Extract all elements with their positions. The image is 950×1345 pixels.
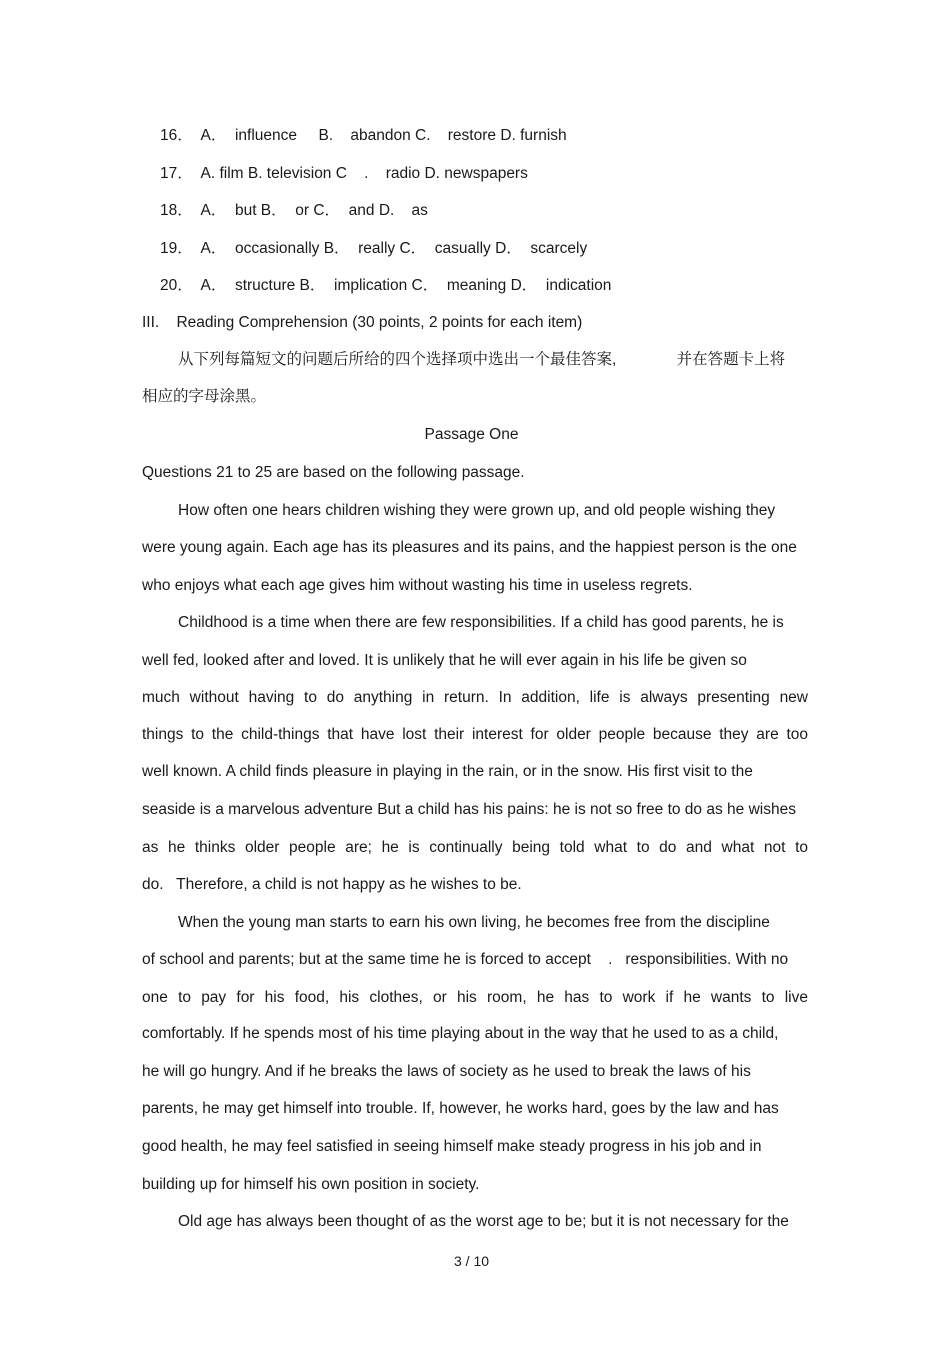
passage-line: things to the child-things that have lost their interest for older people because they are too bbox=[142, 726, 808, 743]
passage-line: he will go hungry. And if he breaks the laws of society as he used to break the laws of his bbox=[142, 1063, 751, 1080]
passage-line: much without having to do anything in return. In addition, life is always presenting new bbox=[142, 689, 808, 706]
instruction-line-2: 相应的字母涂黑。 bbox=[142, 388, 267, 405]
question-17-options: 17． A. film B. television C . radio D. newspapers bbox=[160, 165, 528, 182]
passage-line: parents, he may get himself into trouble. If, however, he works hard, goes by the law and has bbox=[142, 1100, 779, 1117]
section-heading: III. Reading Comprehension (30 points, 2 points for each item) bbox=[142, 314, 583, 331]
passage-line: comfortably. If he spends most of his time playing about in the way that he used to as a child, bbox=[142, 1025, 779, 1042]
passage-line: one to pay for his food, his clothes, or his room, he has to work if he wants to live bbox=[142, 989, 808, 1006]
passage-line: as he thinks older people are; he is continually being told what to do and what not to bbox=[142, 839, 808, 856]
passage-line: Old age has always been thought of as the worst age to be; but it is not necessary for the bbox=[178, 1213, 789, 1230]
question-18-options: 18． A． but B． or C． and D. as bbox=[160, 202, 428, 219]
question-19-options: 19． A． occasionally B． really C． casually D． scarcely bbox=[160, 240, 588, 257]
instruction-line-1: 从下列每篇短文的问题后所给的四个选择项中选出一个最佳答案, 并在答题卡上将 bbox=[178, 351, 786, 368]
passage-line: well known. A child finds pleasure in playing in the rain, or in the snow. His first visit to the bbox=[142, 763, 753, 780]
passage-line: seaside is a marvelous adventure But a child has his pains: he is not so free to do as he wishes bbox=[142, 801, 796, 818]
page-number: 3 / 10 bbox=[453, 1253, 490, 1269]
passage-line: were young again. Each age has its pleasures and its pains, and the happiest person is the one bbox=[142, 539, 797, 556]
passage-line: well fed, looked after and loved. It is unlikely that he will ever again in his life be given so bbox=[142, 652, 747, 669]
question-16-options: 16． A． influence B. abandon C. restore D. furnish bbox=[160, 127, 567, 144]
passage-line: do. Therefore, a child is not happy as he wishes to be. bbox=[142, 876, 522, 893]
passage-line: Childhood is a time when there are few responsibilities. If a child has good parents, he is bbox=[178, 614, 784, 631]
passage-line: who enjoys what each age gives him without wasting his time in useless regrets. bbox=[142, 577, 693, 594]
passage-line: building up for himself his own position in society. bbox=[142, 1176, 480, 1193]
passage-title: Passage One bbox=[424, 426, 519, 443]
passage-line: of school and parents; but at the same time he is forced to accept . responsibilities. With no bbox=[142, 951, 789, 968]
passage-line: good health, he may feel satisfied in seeing himself make steady progress in his job and in bbox=[142, 1138, 762, 1155]
passage-line: How often one hears children wishing they were grown up, and old people wishing they bbox=[178, 502, 776, 519]
questions-intro: Questions 21 to 25 are based on the following passage. bbox=[142, 464, 525, 481]
question-20-options: 20． A． structure B． implication C． meaning D． indication bbox=[160, 277, 612, 294]
passage-line: When the young man starts to earn his own living, he becomes free from the discipline bbox=[178, 914, 770, 931]
